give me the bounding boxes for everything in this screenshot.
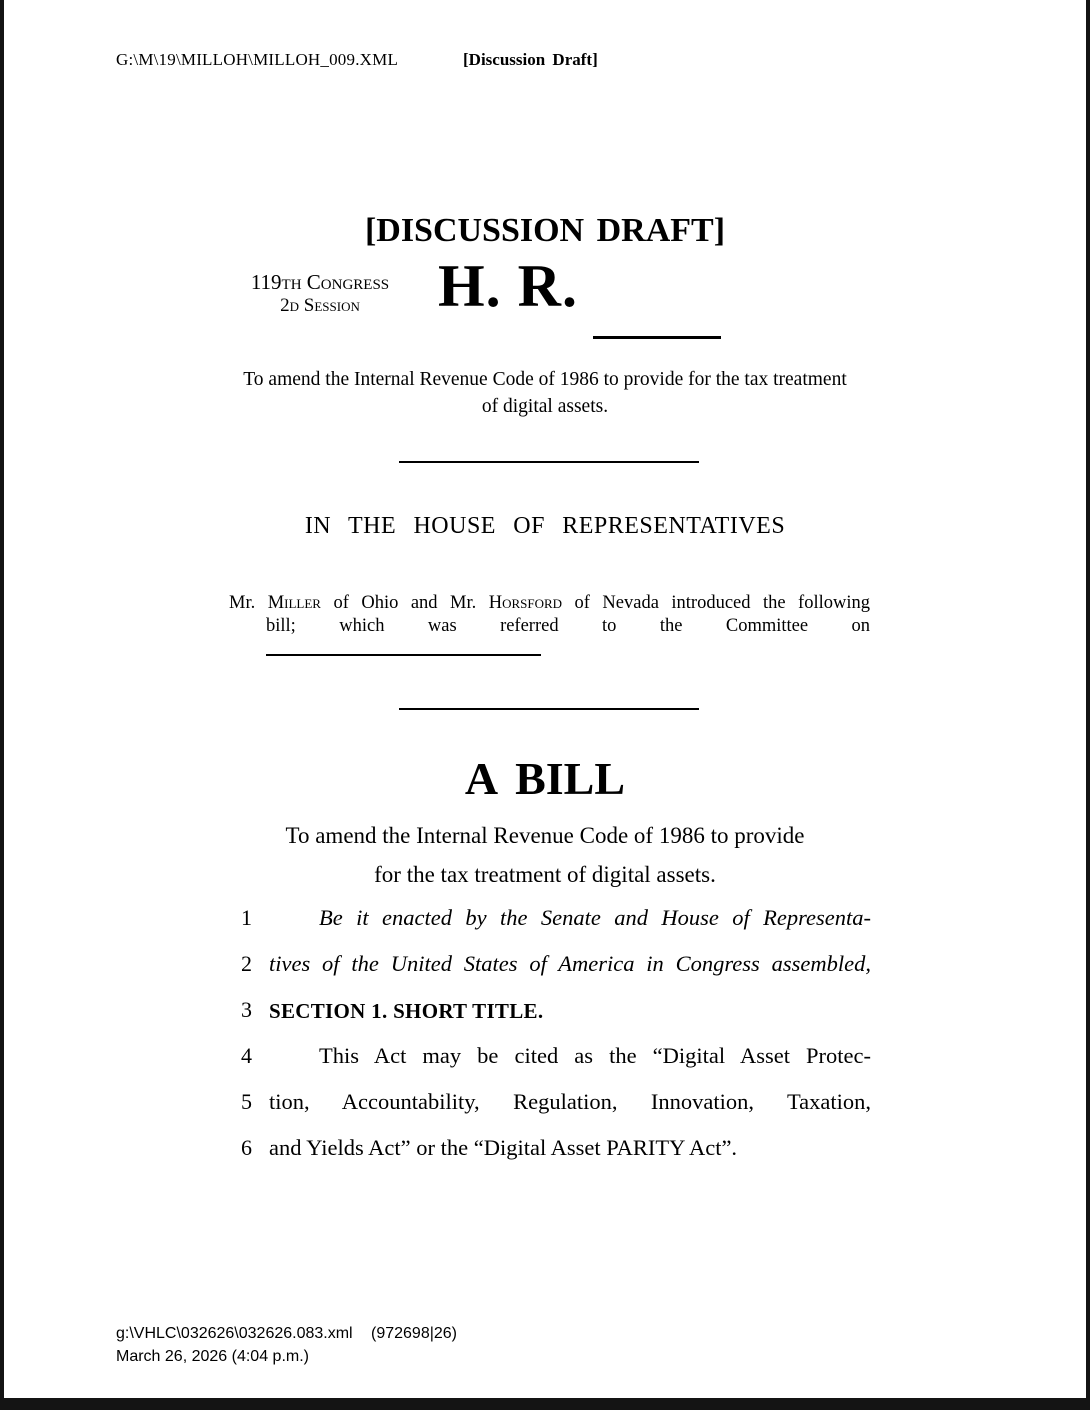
line-text: tives of the United States of America in Congress assembled, <box>269 951 871 976</box>
line-text: and Yields Act” or the “Digital Asset PARITY Act”. <box>269 1135 738 1160</box>
official-title-line-1: To amend the Internal Revenue Code of 1986 to provide for the tax treatment <box>243 369 847 390</box>
footer-row-1 <box>116 1322 457 1345</box>
sponsor-name-2: Horsford <box>488 593 563 613</box>
congress-line: 119th Congress <box>250 270 390 294</box>
bill-title: A BILL <box>464 753 626 804</box>
body-line-row <box>241 1089 871 1135</box>
line-text: Be it enacted by the Senate and House of Representa- <box>319 905 871 930</box>
congress-session-block <box>226 270 414 318</box>
section-divider-rule-1 <box>399 461 699 463</box>
body-lines <box>241 905 871 1181</box>
body-line-row <box>241 1043 871 1089</box>
body-line-row <box>241 905 871 951</box>
sponsor-prefix: Mr. <box>229 593 268 613</box>
footer-timestamp: March 26, 2026 (4:04 p.m.) <box>116 1348 309 1365</box>
sponsor-middle: of Ohio and Mr. <box>320 593 489 613</box>
bill-description-line-2: for the tax treatment of digital assets. <box>374 862 716 887</box>
line-text: tion, Accountability, Regulation, Innovation, Taxation, <box>269 1089 871 1114</box>
line-number: 3 <box>241 997 252 1022</box>
session-line: 2d Session <box>280 295 360 316</box>
body-line-row <box>241 997 871 1043</box>
section-divider-rule-2 <box>399 708 699 710</box>
line-number: 1 <box>241 905 252 930</box>
sponsor-line-2: bill; which was referred to the Committee on <box>266 616 870 636</box>
line-number: 6 <box>241 1135 252 1160</box>
line-text: This Act may be cited as the “Digital Asset Protec- <box>319 1043 871 1068</box>
page-footer <box>116 1322 457 1368</box>
header-draft-label: [Discussion Draft] <box>463 50 598 69</box>
line-number: 4 <box>241 1043 252 1068</box>
official-title-paragraph <box>4 366 1086 420</box>
line-text: SECTION 1. SHORT TITLE. <box>269 999 544 1023</box>
line-number: 2 <box>241 951 252 976</box>
sponsor-suffix: of Nevada introduced the following <box>562 593 870 613</box>
committee-name-blank <box>266 654 541 656</box>
sponsor-name-1: Miller <box>267 593 321 613</box>
footer-file-path: g:\VHLC\032626\032626.083.xml <box>116 1325 353 1342</box>
bill-number-label: H. R. <box>438 253 578 319</box>
official-title-line-2: of digital assets. <box>481 396 609 417</box>
footer-doc-id: (972698|26) <box>371 1325 457 1342</box>
discussion-draft-title: [DISCUSSION DRAFT] <box>364 212 726 249</box>
bill-description-line-1: To amend the Internal Revenue Code of 1986 to provide <box>285 823 805 848</box>
sponsor-paragraph <box>229 592 870 638</box>
body-line-row <box>241 951 871 997</box>
header-file-path: G:\M\19\MILLOH\MILLOH_009.XML <box>116 50 399 69</box>
body-line-row <box>241 1135 871 1181</box>
chamber-heading: IN THE HOUSE OF REPRESENTATIVES <box>304 513 786 539</box>
line-number: 5 <box>241 1089 252 1114</box>
sponsor-line-1 <box>229 592 870 615</box>
bill-description <box>4 816 1086 894</box>
bill-number-blank <box>593 300 721 339</box>
